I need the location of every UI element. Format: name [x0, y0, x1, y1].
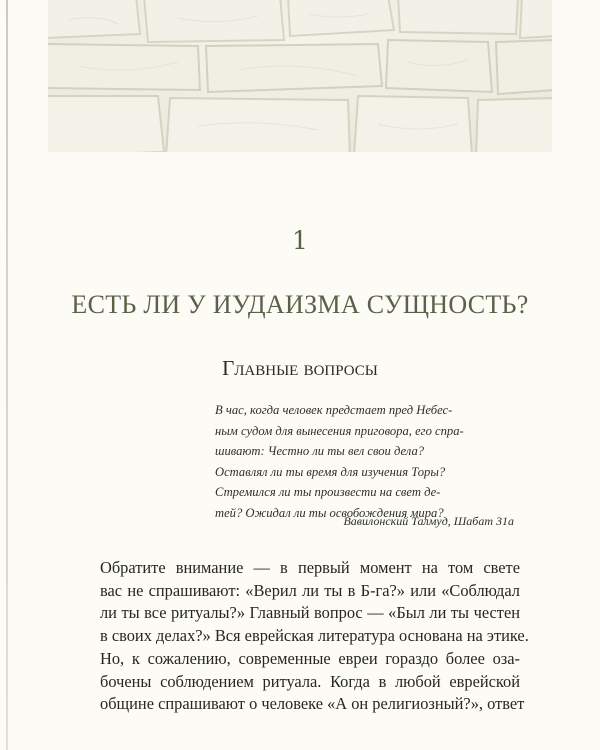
stone-wall-header-image — [48, 0, 552, 152]
epigraph-line: тей? Ожидал ли ты освобождения мира? — [215, 505, 444, 520]
epigraph-line: Оставлял ли ты время для изучения Торы? — [215, 464, 446, 479]
epigraph-line: В час, когда человек предстает пред Небес- — [215, 403, 453, 417]
section-title: Главные вопросы — [222, 356, 378, 380]
epigraph-line: шивают: Честно ли ты вел свои дела? — [215, 444, 425, 459]
body-line: в своих делах?» Вся еврейская литература основана на этике. — [100, 626, 529, 646]
body-paragraph — [100, 557, 529, 716]
epigraph-source: Вавилонский Талмуд, Шабат 31а — [343, 514, 514, 528]
body-line: бочены соблюдением ритуала. Когда в любой еврейской — [100, 671, 520, 691]
body-line: Обратите внимание — в первый момент на том свете — [100, 558, 520, 577]
body-line: общине спрашивают о человеке «А он религиозный?», ответ — [100, 694, 525, 714]
body-line: ли ты все ритуалы?» Главный вопрос — «Был ли ты честен — [100, 603, 520, 623]
body-line: Но, к сожалению, современные евреи гораздо более оза- — [100, 648, 520, 668]
chapter-title: ЕСТЬ ЛИ У ИУДАИЗМА СУЩНОСТЬ? — [71, 290, 529, 319]
chapter-number: 1 — [292, 226, 308, 255]
epigraph-line: ным судом для вынесения приговора, его спра- — [215, 423, 464, 438]
body-line: вас не спрашивают: «Верил ли ты в Б-га?» или «Соблюдал — [100, 580, 520, 600]
epigraph-line: Стремился ли ты произвести на свет де- — [215, 485, 441, 500]
epigraph — [215, 400, 515, 524]
